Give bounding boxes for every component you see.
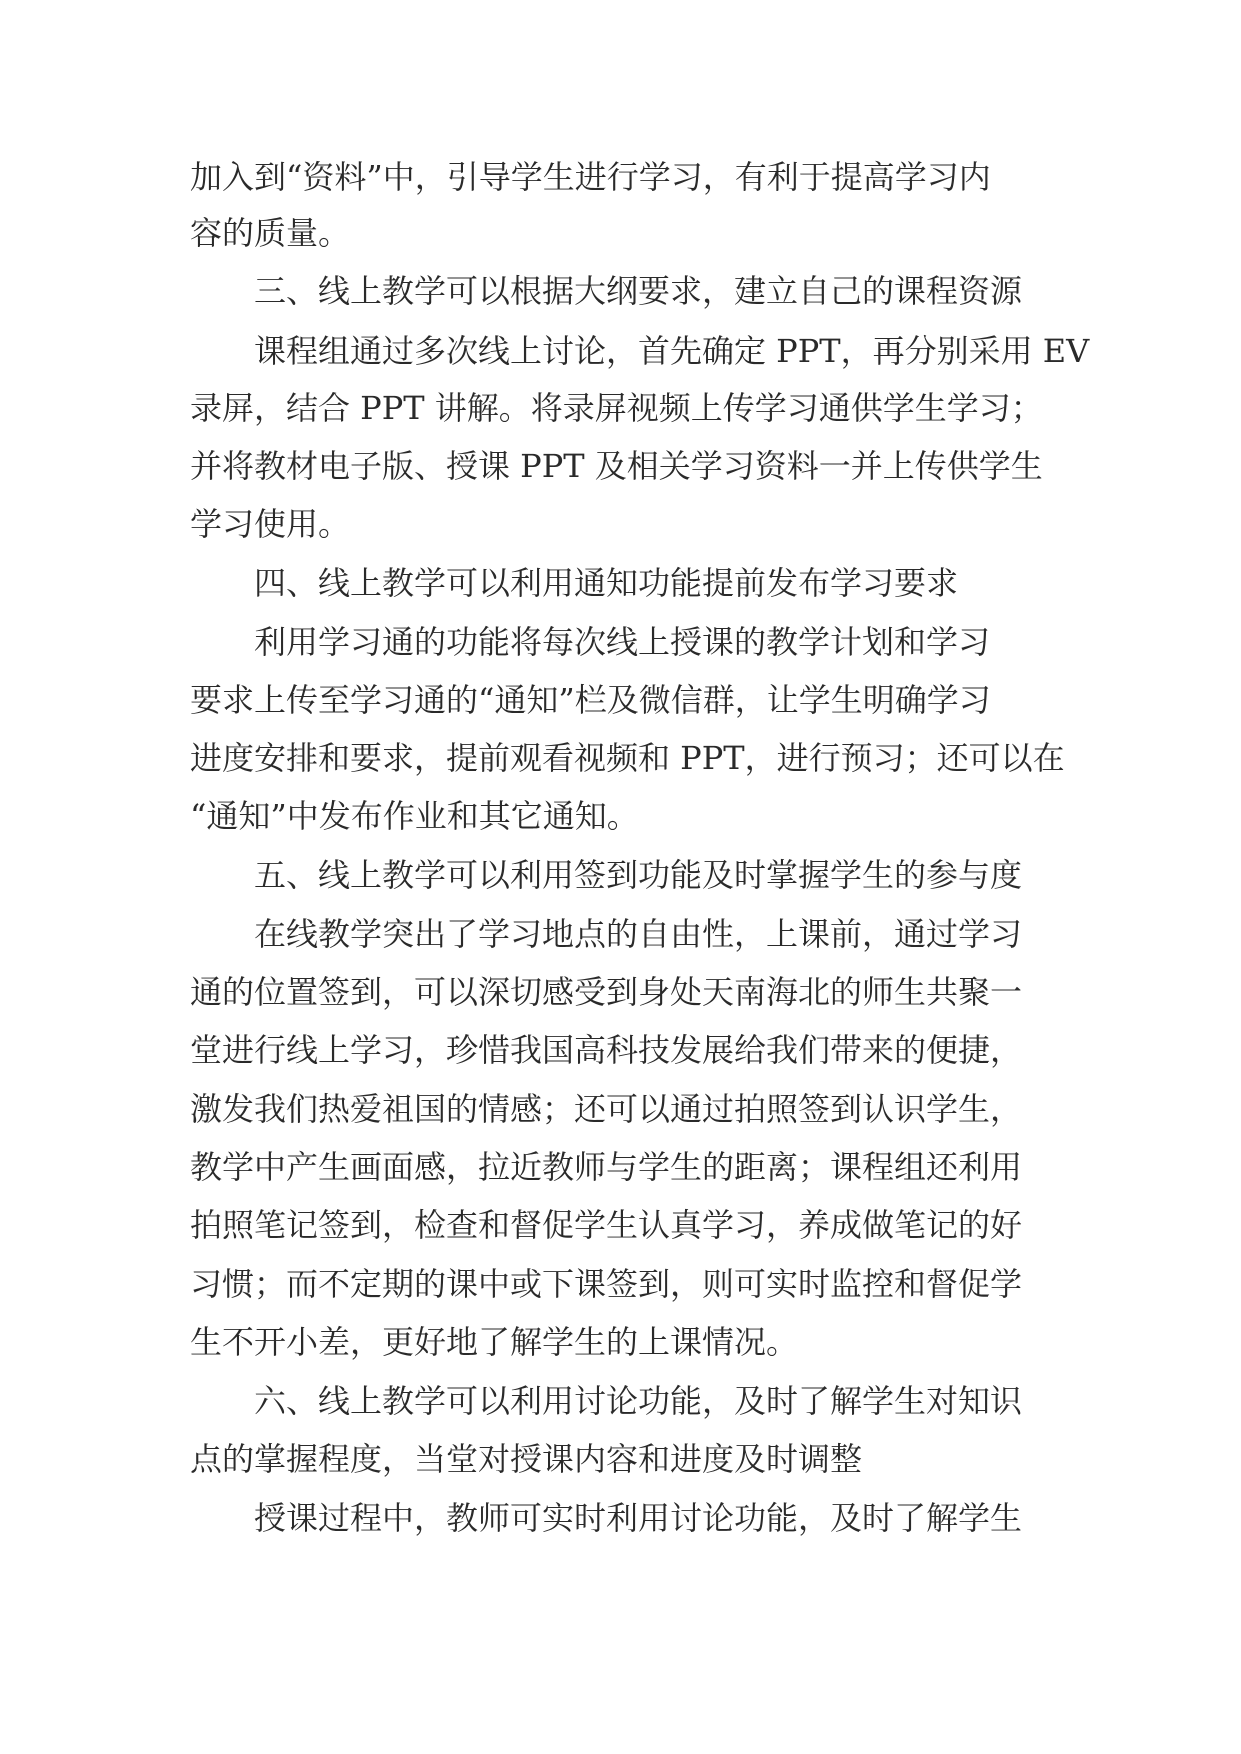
- text-line: 生不开小差，更好地了解学生的上课情况。: [190, 1323, 799, 1361]
- section-heading-continued: 点的掌握程度，当堂对授课内容和进度及时调整: [190, 1440, 863, 1478]
- section-heading: 六、线上教学可以利用讨论功能，及时了解学生对知识: [254, 1382, 1023, 1420]
- text-line: 录屏，结合 PPT 讲解。将录屏视频上传学习通供学生学习；: [190, 389, 1043, 427]
- text-line: 要求上传至学习通的“通知”栏及微信群，让学生明确学习: [190, 681, 991, 719]
- text-line: 授课过程中，教师可实时利用讨论功能，及时了解学生: [254, 1499, 1023, 1537]
- section-heading: 三、线上教学可以根据大纲要求，建立自己的课程资源: [254, 272, 1023, 310]
- section-heading: 四、线上教学可以利用通知功能提前发布学习要求: [254, 564, 959, 602]
- text-line: 堂进行线上学习，珍惜我国高科技发展给我们带来的便捷，: [190, 1031, 1023, 1069]
- section-heading: 五、线上教学可以利用签到功能及时掌握学生的参与度: [254, 856, 1023, 894]
- text-line: 通的位置签到，可以深切感受到身处天南海北的师生共聚一: [190, 973, 1023, 1011]
- text-line: 容的质量。: [190, 214, 351, 252]
- text-line: 进度安排和要求，提前观看视频和 PPT，进行预习；还可以在: [190, 739, 1065, 777]
- text-line: 利用学习通的功能将每次线上授课的教学计划和学习: [254, 623, 991, 661]
- text-line: “通知”中发布作业和其它通知。: [190, 797, 639, 835]
- text-line: 加入到“资料”中，引导学生进行学习，有利于提高学习内: [190, 158, 991, 196]
- text-line: 在线教学突出了学习地点的自由性，上课前，通过学习: [254, 915, 1023, 953]
- text-line: 并将教材电子版、授课 PPT 及相关学习资料一并上传供学生: [190, 447, 1043, 485]
- text-line: 激发我们热爱祖国的情感；还可以通过拍照签到认识学生，: [190, 1090, 1023, 1128]
- text-line: 拍照笔记签到，检查和督促学生认真学习，养成做笔记的好: [190, 1206, 1023, 1244]
- text-line: 课程组通过多次线上讨论，首先确定 PPT，再分别采用 EV: [254, 332, 1090, 370]
- text-line: 学习使用。: [190, 505, 351, 543]
- text-line: 教学中产生画面感，拉近教师与学生的距离；课程组还利用: [190, 1148, 1023, 1186]
- text-line: 习惯；而不定期的课中或下课签到，则可实时监控和督促学: [190, 1265, 1023, 1303]
